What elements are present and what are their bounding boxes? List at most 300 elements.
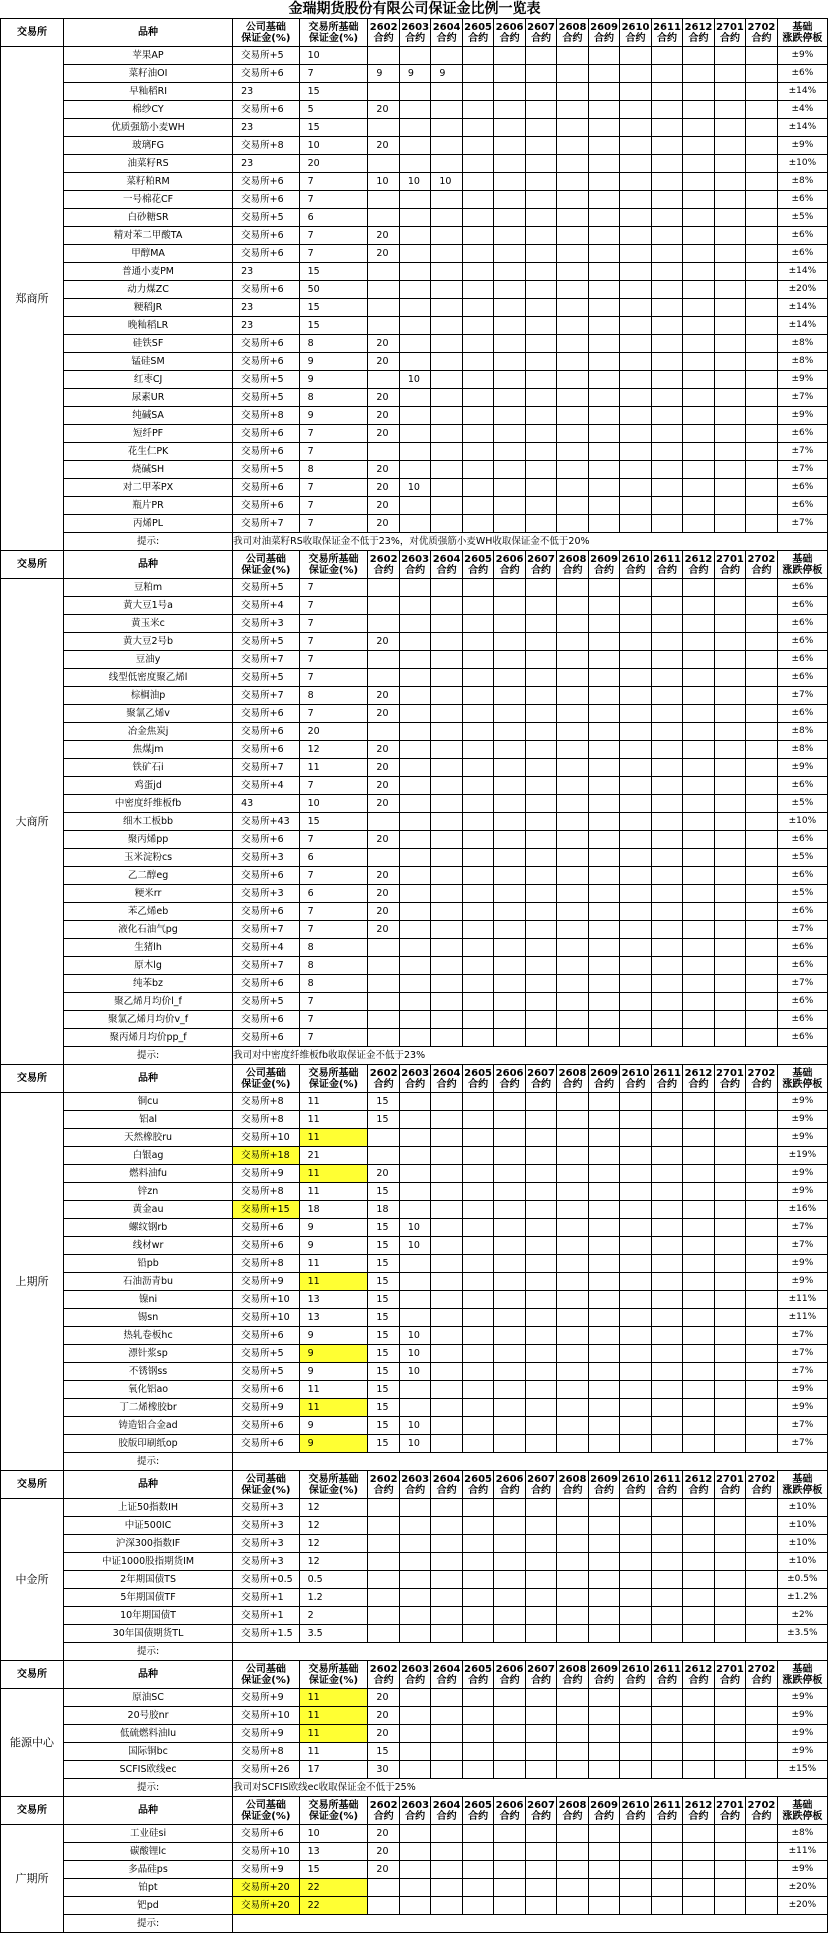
contract-margin [746, 723, 777, 741]
contract-margin [651, 1499, 682, 1517]
product-name: 短纤PF [63, 425, 232, 443]
product-name: 黄大豆2号b [63, 633, 232, 651]
price-limit: ±3.5% [777, 1625, 827, 1643]
contract-margin [588, 389, 619, 407]
contract-margin [494, 1897, 525, 1915]
contract-margin [588, 1129, 619, 1147]
contract-margin [557, 173, 588, 191]
contract-margin [431, 903, 462, 921]
contract-margin [557, 407, 588, 425]
contract-margin [620, 1129, 651, 1147]
contract-margin [525, 1879, 556, 1897]
section-header-row [1, 1471, 828, 1499]
contract-margin [683, 687, 714, 705]
contract-margin [746, 479, 777, 497]
contract-margin [683, 759, 714, 777]
product-name: 铜cu [63, 1093, 232, 1111]
exchange-margin: 11 [299, 1707, 368, 1725]
contract-margin [462, 389, 493, 407]
contract-margin [620, 497, 651, 515]
contract-margin [746, 993, 777, 1011]
contract-margin [525, 173, 556, 191]
contract-margin [714, 281, 745, 299]
product-name: 中密度纤维板fb [63, 795, 232, 813]
contract-margin [683, 651, 714, 669]
contract-margin [462, 831, 493, 849]
header-contract: 2611 合约 [651, 1471, 682, 1499]
contract-margin [557, 389, 588, 407]
contract-margin [399, 191, 430, 209]
contract-margin [557, 299, 588, 317]
contract-margin [462, 1183, 493, 1201]
contract-margin [431, 479, 462, 497]
product-name: 聚氯乙烯月均价v_f [63, 1011, 232, 1029]
contract-margin [714, 1381, 745, 1399]
contract-margin: 20 [368, 885, 399, 903]
product-name: 中证500IC [63, 1517, 232, 1535]
contract-margin [683, 299, 714, 317]
contract-margin [651, 1363, 682, 1381]
contract-margin [399, 921, 430, 939]
table-row [1, 47, 828, 65]
contract-margin [683, 65, 714, 83]
contract-margin [494, 1571, 525, 1589]
contract-margin [462, 1707, 493, 1725]
contract-margin [620, 633, 651, 651]
contract-margin [683, 1843, 714, 1861]
contract-margin [462, 1625, 493, 1643]
header-contract: 2607 合约 [525, 551, 556, 579]
product-name: 20号胶nr [63, 1707, 232, 1725]
contract-margin [368, 47, 399, 65]
contract-margin [431, 1843, 462, 1861]
contract-margin [746, 1553, 777, 1571]
exchange-margin: 1.2 [299, 1589, 368, 1607]
contract-margin [651, 759, 682, 777]
contract-margin: 20 [368, 353, 399, 371]
contract-margin [431, 1129, 462, 1147]
exchange-margin: 20 [299, 723, 368, 741]
header-contract: 2606 合约 [494, 551, 525, 579]
contract-margin [431, 371, 462, 389]
contract-margin [714, 993, 745, 1011]
contract-margin [651, 615, 682, 633]
contract-margin [683, 849, 714, 867]
table-row [1, 227, 828, 245]
contract-margin [494, 831, 525, 849]
contract-margin [368, 849, 399, 867]
product-name: 豆油y [63, 651, 232, 669]
price-limit: ±8% [777, 741, 827, 759]
table-row [1, 1345, 828, 1363]
contract-margin [620, 1111, 651, 1129]
contract-margin [494, 407, 525, 425]
contract-margin [620, 1165, 651, 1183]
contract-margin [494, 1707, 525, 1725]
contract-margin [746, 885, 777, 903]
contract-margin [462, 903, 493, 921]
header-contract: 2608 合约 [557, 1471, 588, 1499]
contract-margin [494, 1011, 525, 1029]
contract-margin [494, 101, 525, 119]
product-name: 甲醇MA [63, 245, 232, 263]
table-row [1, 245, 828, 263]
table-row [1, 1499, 828, 1517]
contract-margin [746, 1291, 777, 1309]
contract-margin [746, 1237, 777, 1255]
contract-margin [588, 921, 619, 939]
contract-margin [683, 1689, 714, 1707]
exchange-margin: 15 [299, 1861, 368, 1879]
exchange-margin: 9 [299, 353, 368, 371]
contract-margin [399, 1535, 430, 1553]
exchange-name: 上期所 [1, 1093, 64, 1471]
contract-margin [462, 921, 493, 939]
contract-margin [714, 777, 745, 795]
price-limit: ±11% [777, 1291, 827, 1309]
contract-margin [588, 1843, 619, 1861]
contract-margin [651, 1147, 682, 1165]
contract-margin [588, 443, 619, 461]
contract-margin [683, 795, 714, 813]
contract-margin [714, 1825, 745, 1843]
contract-margin [399, 317, 430, 335]
contract-margin [462, 687, 493, 705]
contract-margin [431, 579, 462, 597]
contract-margin [399, 831, 430, 849]
header-contract: 2602 合约 [368, 1471, 399, 1499]
contract-margin [683, 47, 714, 65]
exchange-margin: 9 [299, 1327, 368, 1345]
contract-margin [494, 1879, 525, 1897]
contract-margin [368, 209, 399, 227]
price-limit: ±19% [777, 1147, 827, 1165]
contract-margin [651, 1553, 682, 1571]
table-row [1, 993, 828, 1011]
contract-margin [399, 633, 430, 651]
contract-margin [462, 425, 493, 443]
exchange-margin: 7 [299, 993, 368, 1011]
contract-margin [651, 687, 682, 705]
note-label: 提示: [63, 1643, 232, 1661]
header-contract: 2604 合约 [431, 1471, 462, 1499]
contract-margin [620, 849, 651, 867]
contract-margin [683, 353, 714, 371]
contract-margin [462, 155, 493, 173]
exchange-margin: 11 [299, 1183, 368, 1201]
contract-margin [525, 1761, 556, 1779]
contract-margin [399, 1879, 430, 1897]
table-row [1, 1093, 828, 1111]
exchange-margin: 7 [299, 227, 368, 245]
company-margin: 交易所+9 [233, 1861, 299, 1879]
contract-margin [557, 479, 588, 497]
company-margin: 交易所+20 [233, 1879, 299, 1897]
contract-margin [746, 227, 777, 245]
contract-margin [399, 1093, 430, 1111]
price-limit: ±0.5% [777, 1571, 827, 1589]
contract-margin [746, 1535, 777, 1553]
contract-margin: 15 [368, 1183, 399, 1201]
header-company-margin: 公司基础 保证金(%) [233, 1797, 299, 1825]
contract-margin [431, 191, 462, 209]
price-limit: ±10% [777, 1517, 827, 1535]
contract-margin [368, 299, 399, 317]
company-margin: 交易所+3 [233, 615, 299, 633]
contract-margin [462, 1761, 493, 1779]
contract-margin [525, 1625, 556, 1643]
header-contract: 2607 合约 [525, 1471, 556, 1499]
price-limit: ±6% [777, 651, 827, 669]
contract-margin [462, 299, 493, 317]
header-contract: 2602 合约 [368, 19, 399, 47]
contract-margin [462, 65, 493, 83]
contract-margin [651, 831, 682, 849]
contract-margin [494, 1535, 525, 1553]
contract-margin [557, 669, 588, 687]
company-margin: 交易所+6 [233, 741, 299, 759]
contract-margin [588, 1029, 619, 1047]
exchange-margin: 12 [299, 1499, 368, 1517]
company-margin: 交易所+6 [233, 281, 299, 299]
contract-margin [620, 687, 651, 705]
table-row [1, 777, 828, 795]
contract-margin [620, 1417, 651, 1435]
contract-margin [462, 1435, 493, 1453]
product-name: 铂pt [63, 1879, 232, 1897]
company-margin: 交易所+0.5 [233, 1571, 299, 1589]
contract-margin [431, 1093, 462, 1111]
contract-margin [588, 1093, 619, 1111]
contract-margin: 20 [368, 425, 399, 443]
contract-margin [525, 1571, 556, 1589]
contract-margin [651, 777, 682, 795]
contract-margin [494, 1843, 525, 1861]
contract-margin: 20 [368, 1689, 399, 1707]
contract-margin [399, 389, 430, 407]
company-margin: 交易所+6 [233, 65, 299, 83]
contract-margin [620, 1273, 651, 1291]
contract-margin [557, 1111, 588, 1129]
contract-margin [557, 263, 588, 281]
contract-margin [714, 263, 745, 281]
contract-margin [683, 1499, 714, 1517]
contract-margin [714, 461, 745, 479]
exchange-margin: 9 [299, 1219, 368, 1237]
table-row [1, 1435, 828, 1453]
table-row [1, 975, 828, 993]
exchange-margin: 10 [299, 47, 368, 65]
price-limit: ±9% [777, 1399, 827, 1417]
contract-margin [431, 1589, 462, 1607]
contract-margin [746, 1571, 777, 1589]
contract-margin [651, 1237, 682, 1255]
contract-margin [431, 921, 462, 939]
price-limit: ±9% [777, 1707, 827, 1725]
contract-margin [462, 317, 493, 335]
exchange-margin: 15 [299, 119, 368, 137]
contract-margin [651, 939, 682, 957]
table-row [1, 1111, 828, 1129]
contract-margin [683, 1517, 714, 1535]
contract-margin [399, 1625, 430, 1643]
note-row [1, 1453, 828, 1471]
table-row [1, 867, 828, 885]
header-contract: 2612 合约 [683, 1797, 714, 1825]
exchange-margin: 15 [299, 813, 368, 831]
contract-margin [494, 1725, 525, 1743]
product-name: 普通小麦PM [63, 263, 232, 281]
contract-margin [368, 1535, 399, 1553]
exchange-margin: 12 [299, 1535, 368, 1553]
company-margin: 交易所+15 [233, 1201, 299, 1219]
contract-margin [525, 119, 556, 137]
contract-margin [588, 191, 619, 209]
contract-margin [651, 47, 682, 65]
header-product: 品种 [63, 551, 232, 579]
contract-margin [746, 299, 777, 317]
product-name: 油菜籽RS [63, 155, 232, 173]
contract-margin [620, 1147, 651, 1165]
contract-margin [714, 1607, 745, 1625]
contract-margin [746, 1273, 777, 1291]
contract-margin: 10 [399, 1363, 430, 1381]
contract-margin [683, 1219, 714, 1237]
contract-margin [620, 1607, 651, 1625]
table-row [1, 1879, 828, 1897]
contract-margin [714, 371, 745, 389]
contract-margin [399, 813, 430, 831]
contract-margin [620, 1327, 651, 1345]
contract-margin [683, 1707, 714, 1725]
contract-margin [683, 597, 714, 615]
contract-margin [557, 723, 588, 741]
company-margin: 交易所+3 [233, 1499, 299, 1517]
exchange-margin: 7 [299, 1029, 368, 1047]
exchange-margin: 7 [299, 777, 368, 795]
contract-margin [494, 1499, 525, 1517]
contract-margin [462, 1689, 493, 1707]
header-contract: 2701 合约 [714, 1471, 745, 1499]
contract-margin [620, 903, 651, 921]
contract-margin [431, 777, 462, 795]
contract-margin [683, 497, 714, 515]
contract-margin [557, 1607, 588, 1625]
contract-margin [494, 1183, 525, 1201]
price-limit: ±6% [777, 669, 827, 687]
contract-margin [431, 101, 462, 119]
exchange-margin: 9 [299, 1417, 368, 1435]
price-limit: ±11% [777, 1309, 827, 1327]
contract-margin [494, 1761, 525, 1779]
contract-margin [462, 615, 493, 633]
company-margin: 23 [233, 83, 299, 101]
product-name: 原木lg [63, 957, 232, 975]
contract-margin [557, 903, 588, 921]
price-limit: ±7% [777, 389, 827, 407]
company-margin: 交易所+3 [233, 1553, 299, 1571]
contract-margin [525, 1093, 556, 1111]
contract-margin [651, 137, 682, 155]
product-name: 多晶硅ps [63, 1861, 232, 1879]
contract-margin [462, 479, 493, 497]
contract-margin [588, 1761, 619, 1779]
header-contract: 2605 合约 [462, 1797, 493, 1825]
contract-margin [588, 1147, 619, 1165]
company-margin: 交易所+10 [233, 1291, 299, 1309]
contract-margin [683, 155, 714, 173]
contract-margin [557, 1625, 588, 1643]
contract-margin [651, 795, 682, 813]
exchange-margin: 8 [299, 335, 368, 353]
contract-margin [620, 281, 651, 299]
note-text [233, 1915, 828, 1933]
contract-margin [431, 515, 462, 533]
contract-margin [525, 263, 556, 281]
contract-margin [557, 1093, 588, 1111]
contract-margin [620, 1589, 651, 1607]
header-contract: 2702 合约 [746, 551, 777, 579]
contract-margin [557, 1237, 588, 1255]
exchange-margin: 18 [299, 1201, 368, 1219]
header-contract: 2604 合约 [431, 1797, 462, 1825]
contract-margin [494, 1255, 525, 1273]
company-margin: 交易所+5 [233, 669, 299, 687]
contract-margin [557, 1879, 588, 1897]
table-row [1, 1255, 828, 1273]
contract-margin [399, 407, 430, 425]
contract-margin [714, 155, 745, 173]
contract-margin [494, 209, 525, 227]
contract-margin [557, 317, 588, 335]
company-margin: 交易所+3 [233, 1535, 299, 1553]
contract-margin [368, 1011, 399, 1029]
contract-margin [525, 1607, 556, 1625]
price-limit: ±7% [777, 687, 827, 705]
contract-margin [588, 1535, 619, 1553]
contract-margin [683, 885, 714, 903]
contract-margin [525, 975, 556, 993]
contract-margin [620, 1363, 651, 1381]
price-limit: ±5% [777, 849, 827, 867]
price-limit: ±9% [777, 1689, 827, 1707]
table-row [1, 1363, 828, 1381]
product-name: 聚丙烯pp [63, 831, 232, 849]
exchange-margin: 7 [299, 479, 368, 497]
header-limit: 基础 涨跌停板 [777, 1065, 827, 1093]
exchange-margin: 11 [299, 1129, 368, 1147]
contract-margin [462, 885, 493, 903]
company-margin: 交易所+6 [233, 1825, 299, 1843]
contract-margin [431, 1237, 462, 1255]
contract-margin [431, 245, 462, 263]
company-margin: 交易所+6 [233, 227, 299, 245]
contract-margin [557, 461, 588, 479]
header-contract: 2610 合约 [620, 1065, 651, 1093]
product-name: 螺纹钢rb [63, 1219, 232, 1237]
contract-margin [557, 813, 588, 831]
contract-margin [399, 777, 430, 795]
product-name: 铅pb [63, 1255, 232, 1273]
contract-margin [588, 795, 619, 813]
contract-margin [683, 1165, 714, 1183]
contract-margin [431, 497, 462, 515]
header-contract: 2607 合约 [525, 1661, 556, 1689]
contract-margin [620, 65, 651, 83]
contract-margin [714, 1111, 745, 1129]
header-contract: 2602 合约 [368, 551, 399, 579]
contract-margin [557, 1129, 588, 1147]
